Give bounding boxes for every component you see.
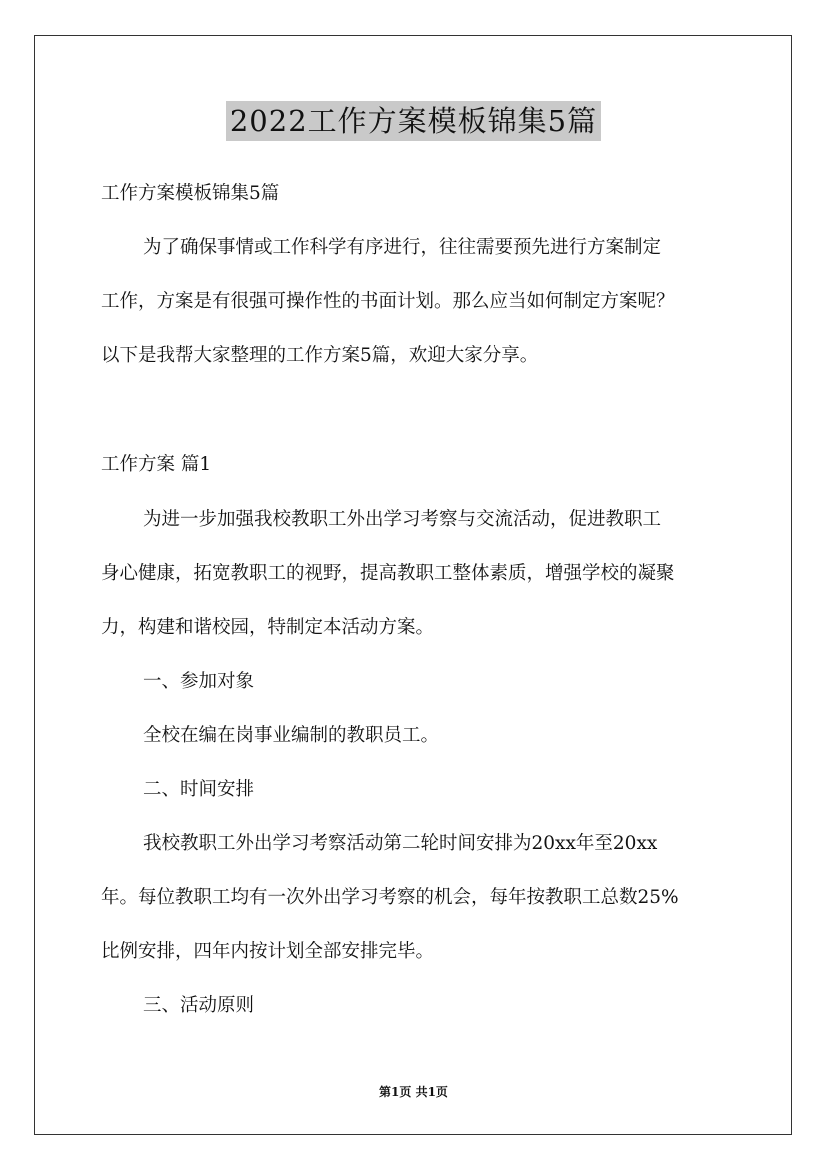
subheading-principles: 三、活动原则 bbox=[143, 995, 255, 1016]
paragraph-1-line-3: 力，构建和谐校园，特制定本活动方案。 bbox=[101, 617, 435, 638]
title-container bbox=[0, 101, 827, 141]
page-footer: 第1页 共1页 bbox=[379, 1085, 448, 1099]
paragraph-1-line-1: 为进一步加强我校教职工外出学习考察与交流活动，促进教职工 bbox=[143, 509, 662, 530]
subheading-schedule: 二、时间安排 bbox=[143, 779, 255, 800]
schedule-line-2: 年。每位教职工均有一次外出学习考察的机会，每年按教职工总数25% bbox=[101, 887, 679, 908]
document-title: 2022工作方案模板锦集5篇 bbox=[226, 101, 601, 141]
section-heading: 工作方案 篇1 bbox=[101, 454, 212, 475]
intro-line-2: 工作，方案是有很强可操作性的书面计划。那么应当如何制定方案呢？ bbox=[101, 291, 675, 312]
intro-line-3: 以下是我帮大家整理的工作方案5篇，欢迎大家分享。 bbox=[101, 345, 539, 366]
schedule-line-3: 比例安排，四年内按计划全部安排完毕。 bbox=[101, 941, 435, 962]
paragraph-1-line-2: 身心健康，拓宽教职工的视野，提高教职工整体素质，增强学校的凝聚 bbox=[101, 563, 675, 584]
subheading-participants: 一、参加对象 bbox=[143, 671, 255, 692]
participants-text: 全校在编在岗事业编制的教职员工。 bbox=[143, 725, 440, 746]
document-subtitle: 工作方案模板锦集5篇 bbox=[101, 183, 280, 204]
intro-line-1: 为了确保事情或工作科学有序进行，往往需要预先进行方案制定 bbox=[143, 237, 662, 258]
schedule-line-1: 我校教职工外出学习考察活动第二轮时间安排为20xx年至20xx bbox=[143, 833, 658, 854]
